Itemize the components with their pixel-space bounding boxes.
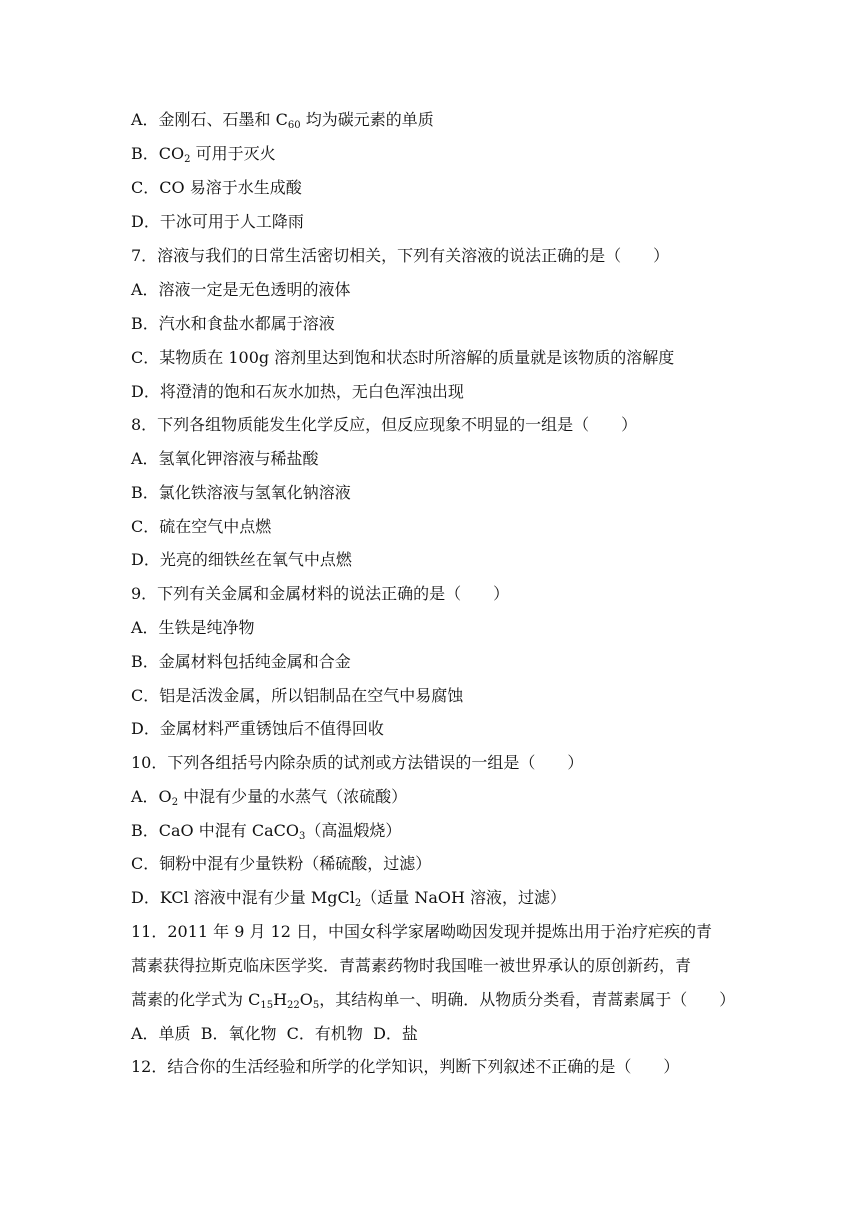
text-segment: 蒿素获得拉斯克临床医学奖．青蒿素药物时我国唯一被世界承认的原创新药，青 [131, 956, 692, 975]
subscript: 60 [287, 120, 301, 131]
text-segment: 可用于灭火 [190, 144, 276, 163]
text-segment: C．CO 易溶于水生成酸 [131, 178, 302, 197]
text-segment: 11．2011 年 9 月 12 日，中国女科学家屠呦呦因发现并提炼出用于治疗疟疾的青 [131, 922, 713, 941]
text-segment: C．铝是活泼金属，所以铝制品在空气中易腐蚀 [131, 686, 464, 705]
text-segment: D．KCl 溶液中混有少量 MgCl [131, 888, 355, 907]
subscript: 22 [287, 1000, 300, 1011]
text-segment: A．氢氧化钾溶液与稀盐酸 [131, 449, 319, 468]
text-segment: 10．下列各组括号内除杂质的试剂或方法错误的一组是（ ） [131, 753, 584, 772]
text-segment: A．溶液一定是无色透明的液体 [131, 280, 351, 299]
text-line [131, 1024, 418, 1044]
text-line [131, 517, 271, 537]
text-line [131, 990, 735, 1010]
text-segment: A．金刚石、石墨和 C [131, 110, 288, 129]
text-segment: B．氯化铁溶液与氢氧化钠溶液 [131, 483, 351, 502]
text-segment: D．金属材料严重锈蚀后不值得回收 [131, 719, 384, 738]
text-segment: O [299, 990, 313, 1009]
text-line [131, 787, 407, 807]
text-line [131, 110, 434, 130]
text-line [131, 246, 669, 266]
text-line [131, 550, 352, 570]
text-line [131, 922, 712, 942]
text-line [131, 956, 691, 976]
text-line [131, 652, 351, 672]
text-line [131, 1057, 679, 1077]
text-line [131, 178, 302, 198]
subscript: 2 [354, 898, 362, 909]
text-line [131, 314, 335, 334]
text-line [131, 144, 276, 164]
text-line [131, 888, 566, 908]
text-segment: H [273, 990, 288, 1009]
text-segment: D．干冰可用于人工降雨 [131, 212, 304, 231]
subscript: 3 [298, 831, 306, 842]
text-segment: C．硫在空气中点燃 [131, 517, 272, 536]
text-segment: D．将澄清的饱和石灰水加热，无白色浑浊出现 [131, 382, 464, 401]
subscript: 15 [260, 1000, 274, 1011]
text-segment: B．CaO 中混有 CaCO [131, 821, 299, 840]
subscript: 2 [171, 797, 179, 808]
text-segment: 蒿素的化学式为 C [131, 990, 261, 1009]
text-segment: B．汽水和食盐水都属于溶液 [131, 314, 335, 333]
text-segment: （高温煅烧） [305, 821, 402, 840]
text-segment: A．O [131, 787, 172, 806]
text-line [131, 686, 463, 706]
text-line [131, 719, 384, 739]
subscript: 5 [312, 1000, 320, 1011]
text-segment: B．CO [131, 144, 185, 163]
text-segment: D．光亮的细铁丝在氧气中点燃 [131, 550, 352, 569]
text-line [131, 753, 583, 773]
text-line [131, 212, 304, 232]
text-segment: 9．下列有关金属和金属材料的说法正确的是（ ） [131, 584, 510, 603]
text-line [131, 449, 319, 469]
text-line [131, 483, 351, 503]
text-segment: C．铜粉中混有少量铁粉（稀硫酸，过滤） [131, 854, 432, 873]
text-line [131, 348, 674, 368]
text-line [131, 415, 637, 435]
text-line [131, 280, 351, 300]
text-line [131, 618, 255, 638]
text-segment: 均为碳元素的单质 [300, 110, 434, 129]
subscript: 2 [184, 154, 191, 165]
text-segment: 7．溶液与我们的日常生活密切相关，下列有关溶液的说法正确的是（ ） [131, 246, 670, 265]
text-line [131, 854, 431, 874]
text-segment: A．生铁是纯净物 [131, 618, 255, 637]
text-line [131, 584, 509, 604]
text-line [131, 382, 464, 402]
text-segment: ，其结构单一、明确．从物质分类看，青蒿素属于（ ） [319, 990, 736, 1009]
text-segment: A．单质 B．氧化物 C．有机物 D．盐 [131, 1024, 418, 1043]
text-line [131, 821, 401, 841]
text-segment: 中混有少量的水蒸气（浓硫酸） [178, 787, 408, 806]
text-segment: 8．下列各组物质能发生化学反应，但反应现象不明显的一组是（ ） [131, 415, 638, 434]
text-segment: （适量 NaOH 溶液，过滤） [361, 888, 567, 907]
text-segment: C．某物质在 100g 溶剂里达到饱和状态时所溶解的质量就是该物质的溶解度 [131, 348, 675, 367]
text-segment: 12．结合你的生活经验和所学的化学知识，判断下列叙述不正确的是（ ） [131, 1057, 680, 1076]
text-segment: B．金属材料包括纯金属和合金 [131, 652, 351, 671]
